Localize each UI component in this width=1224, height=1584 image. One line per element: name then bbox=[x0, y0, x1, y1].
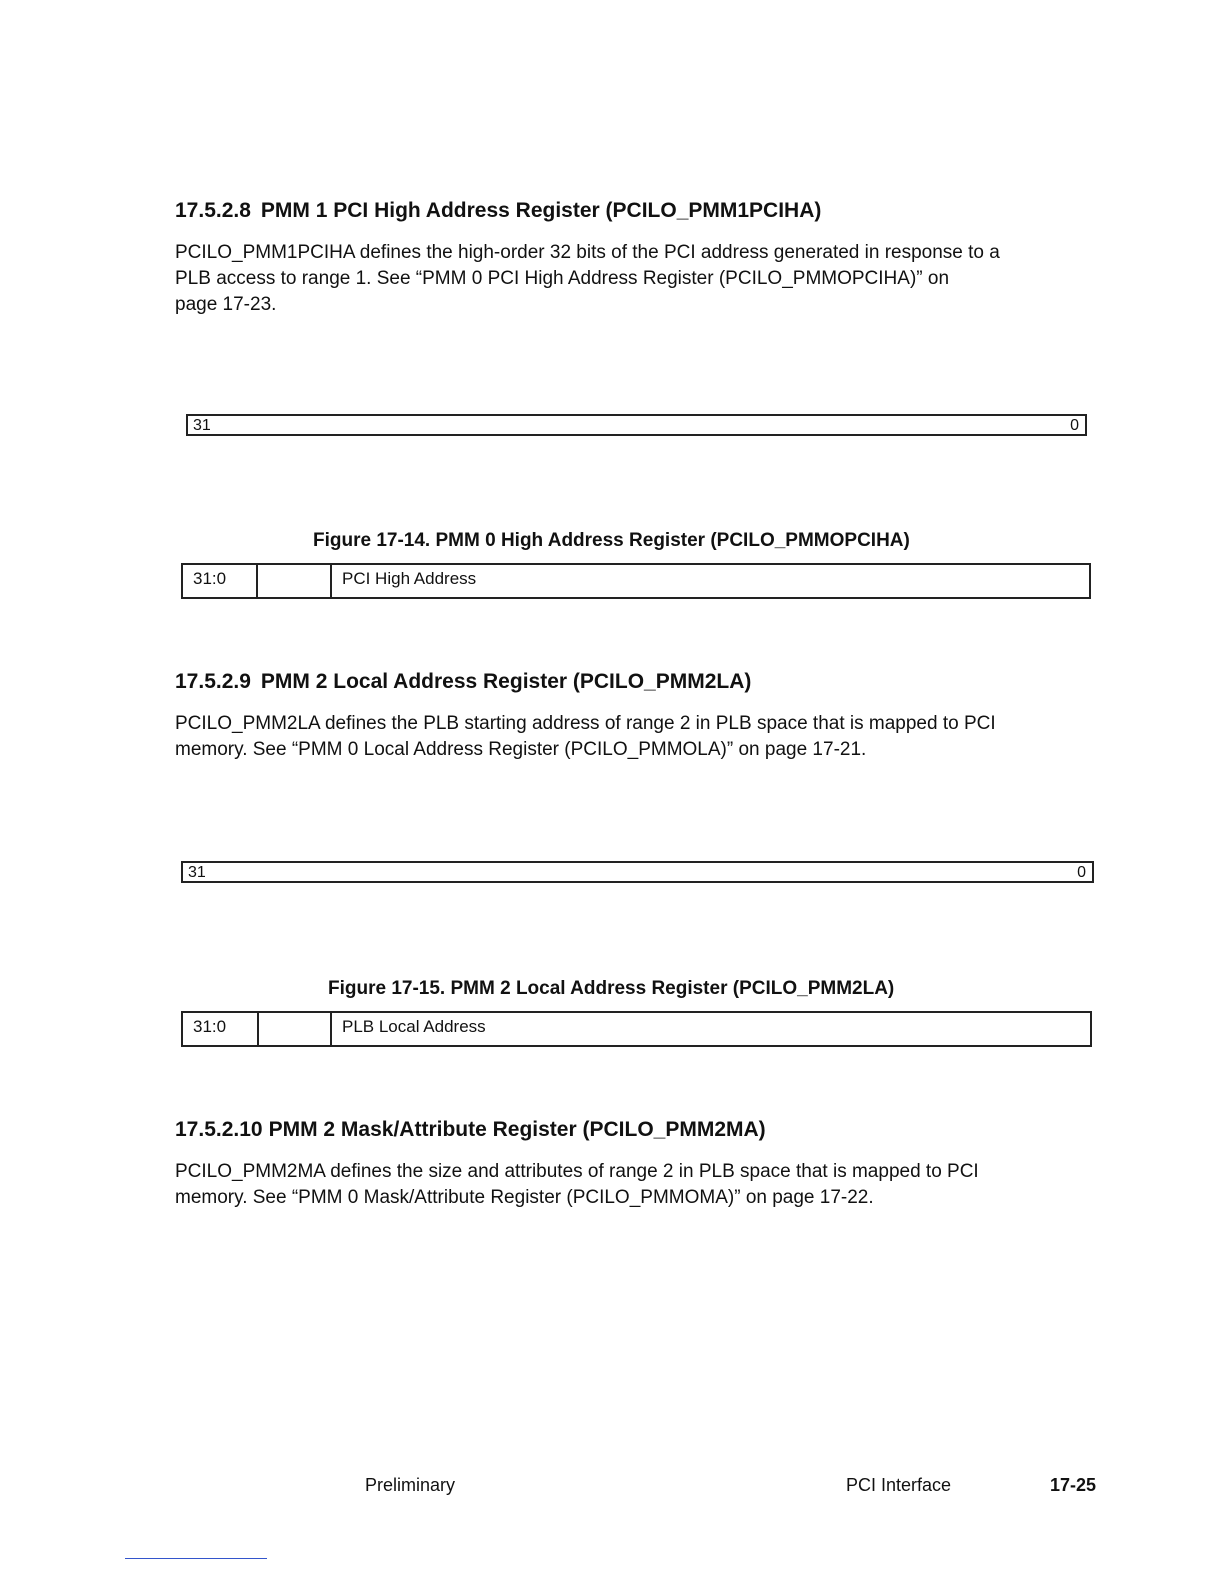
column-divider bbox=[330, 565, 332, 597]
section-heading-17-5-2-10 bbox=[175, 1118, 766, 1142]
section-title: PMM 2 Local Address Register (PCILO_PMM2LA) bbox=[260, 670, 752, 693]
msb-label: 31 bbox=[193, 417, 211, 434]
body-line: page 17-23. bbox=[175, 294, 277, 315]
section-title: PMM 2 Mask/Attribute Register (PCILO_PMM2MA) bbox=[268, 1118, 766, 1141]
footer-page-number: 17-25 bbox=[1050, 1475, 1097, 1495]
field-description: PLB Local Address bbox=[342, 1017, 486, 1036]
msb-label: 31 bbox=[188, 864, 206, 881]
footer-chapter: PCI Interface bbox=[846, 1475, 952, 1495]
column-divider bbox=[257, 1013, 259, 1045]
field-bits: 31:0 bbox=[193, 569, 227, 588]
column-divider bbox=[330, 1013, 332, 1045]
lsb-label: 0 bbox=[1077, 864, 1086, 881]
section-number: 17.5.2.10 bbox=[175, 1118, 263, 1141]
section-title: PMM 1 PCI High Address Register (PCILO_PMM1PCIHA) bbox=[260, 199, 822, 222]
field-bits: 31:0 bbox=[193, 1017, 227, 1036]
body-line: memory. See “PMM 0 Mask/Attribute Register (PCILO_PMMOMA)” on page 17-22. bbox=[175, 1187, 874, 1208]
lsb-label: 0 bbox=[1070, 417, 1079, 434]
figure-caption: Figure 17-14. PMM 0 High Address Register (PCILO_PMMOPCIHA) bbox=[313, 530, 910, 551]
register-bit-bar bbox=[186, 414, 1087, 436]
section-heading-17-5-2-8 bbox=[175, 199, 821, 223]
body-line: memory. See “PMM 0 Local Address Register (PCILO_PMMOLA)” on page 17-21. bbox=[175, 739, 867, 760]
body-line: PCILO_PMM1PCIHA defines the high-order 32 bits of the PCI address generated in response to a bbox=[175, 242, 1000, 263]
section-number: 17.5.2.8 bbox=[175, 199, 251, 222]
body-line: PCILO_PMM2MA defines the size and attributes of range 2 in PLB space that is mapped to PCI bbox=[175, 1161, 979, 1182]
section-heading-17-5-2-9 bbox=[175, 670, 751, 694]
figure-caption: Figure 17-15. PMM 2 Local Address Register (PCILO_PMM2LA) bbox=[328, 978, 895, 999]
register-bit-bar bbox=[181, 861, 1094, 883]
section-number: 17.5.2.9 bbox=[175, 670, 251, 693]
scan-underline-mark bbox=[125, 1558, 267, 1559]
field-table-row bbox=[181, 563, 1091, 599]
section-body bbox=[175, 1159, 1135, 1211]
section-body bbox=[175, 240, 1135, 318]
section-body bbox=[175, 711, 1135, 763]
field-table-row bbox=[181, 1011, 1092, 1047]
body-line: PLB access to range 1. See “PMM 0 PCI High Address Register (PCILO_PMMOPCIHA)” on bbox=[175, 268, 950, 289]
footer-status: Preliminary bbox=[365, 1475, 456, 1495]
body-line: PCILO_PMM2LA defines the PLB starting address of range 2 in PLB space that is mapped to PCI bbox=[175, 713, 996, 734]
field-description: PCI High Address bbox=[342, 569, 477, 588]
column-divider bbox=[256, 565, 258, 597]
